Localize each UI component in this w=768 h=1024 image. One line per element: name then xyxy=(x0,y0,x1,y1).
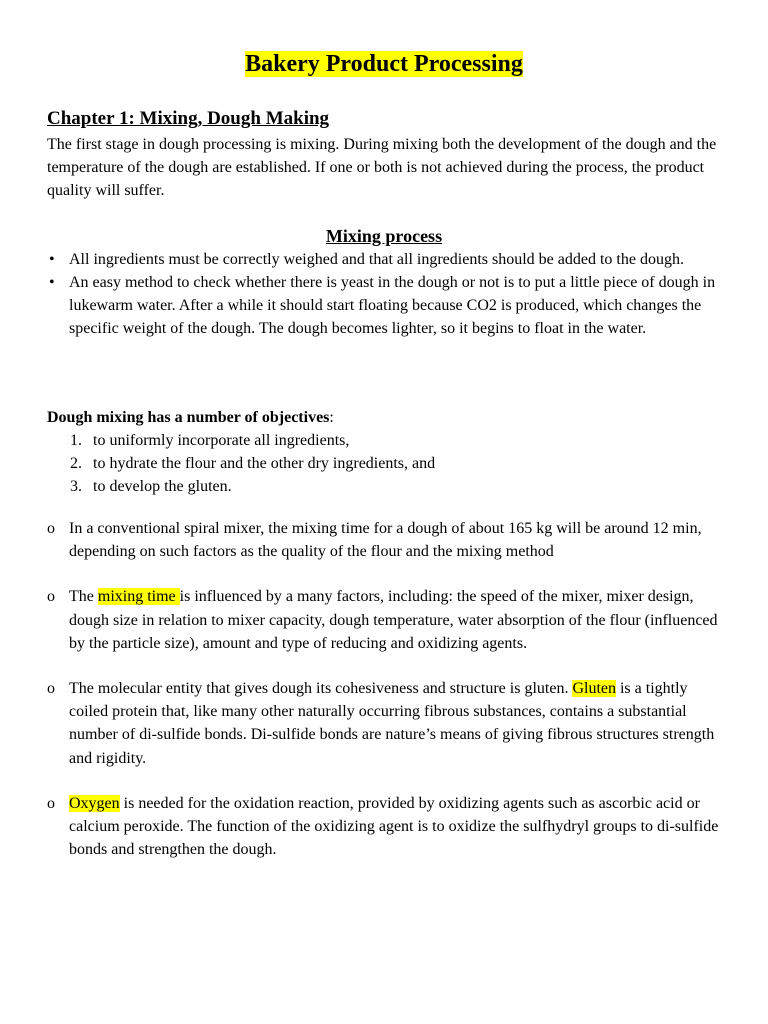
objectives-heading-text: Dough mixing has a number of objectives xyxy=(47,409,330,426)
o-bullet-marker: o xyxy=(47,794,55,812)
point-text: In a conventional spiral mixer, the mixing time for a dough of about 165 kg will be around 12 min, depending on such factors as the quality of the flour and the mixing method xyxy=(69,520,702,561)
o-bullet-marker: o xyxy=(47,680,55,698)
list-item-text: to hydrate the flour and the other dry ingredients, and xyxy=(93,455,436,472)
section-heading: Mixing process xyxy=(325,226,443,246)
list-item xyxy=(70,475,435,498)
list-item-text: All ingredients must be correctly weighed and that all ingredients should be added to the dough. xyxy=(69,251,684,268)
intro-paragraph: The first stage in dough processing is mixing. During mixing both the development of the dough and the temperature of the dough are established. If one or both is not achieved during the process, the product quality will suffer. xyxy=(47,136,717,199)
bullet-marker: • xyxy=(49,274,55,291)
list-item xyxy=(70,452,435,475)
list-item-text: to uniformly incorporate all ingredients, xyxy=(93,432,350,449)
list-item xyxy=(47,792,727,862)
chapter-heading: Chapter 1: Mixing, Dough Making xyxy=(47,108,330,129)
point-text: is influenced by a many factors, including: the speed of the mixer, mixer design, dough size in relation to mixer capacity, dough temperature, water absorption of the flour (influenced by the particle size), amount and type of reducing and oxidizing agents. xyxy=(69,588,718,652)
point-text: is needed for the oxidation reaction, provided by oxidizing agents such as ascorbic acid or calcium peroxide. The function of the oxidizing agent is to oxidize the sulfhydryl groups to di-sulfide bonds and strengthen the dough. xyxy=(69,794,719,859)
list-item xyxy=(47,677,727,770)
highlighted-term: Gluten xyxy=(572,680,616,698)
list-item xyxy=(47,517,727,563)
list-item xyxy=(47,271,727,340)
bullet-list xyxy=(47,248,727,340)
list-number: 3. xyxy=(70,478,82,495)
list-item xyxy=(47,248,727,271)
objectives-list xyxy=(70,429,435,498)
document-title-text: Bakery Product Processing xyxy=(245,51,523,77)
o-bullet-marker: o xyxy=(47,588,55,606)
o-bullet-marker: o xyxy=(47,520,55,537)
highlighted-term: mixing time xyxy=(97,588,180,606)
list-item-text: to develop the gluten. xyxy=(93,478,232,495)
list-item-text: An easy method to check whether there is yeast in the dough or not is to put a little piece of dough in lukewarm water. After a while it should start floating because CO2 is produced, which changes the specific weight of the dough. The dough becomes lighter, so it begins to float in the water. xyxy=(69,274,716,337)
highlighted-term: Oxygen xyxy=(69,794,120,812)
bullet-marker: • xyxy=(49,251,55,268)
document-title xyxy=(0,42,768,80)
point-text: is a tightly coiled protein that, like many other naturally occurring fibrous substances, contains a substantial number of di-sulfide bonds. Di-sulfide bonds are nature’s means of giving fibrous structures strength and rigidity. xyxy=(69,680,715,767)
list-number: 2. xyxy=(70,455,82,472)
objectives-colon: : xyxy=(329,409,334,426)
list-number: 1. xyxy=(70,432,82,449)
point-list xyxy=(47,517,727,883)
point-text: The xyxy=(69,588,98,606)
list-item xyxy=(47,585,727,655)
objectives-heading xyxy=(47,406,334,429)
list-item xyxy=(70,429,435,452)
point-text: The molecular entity that gives dough its cohesiveness and structure is gluten. xyxy=(69,680,573,698)
